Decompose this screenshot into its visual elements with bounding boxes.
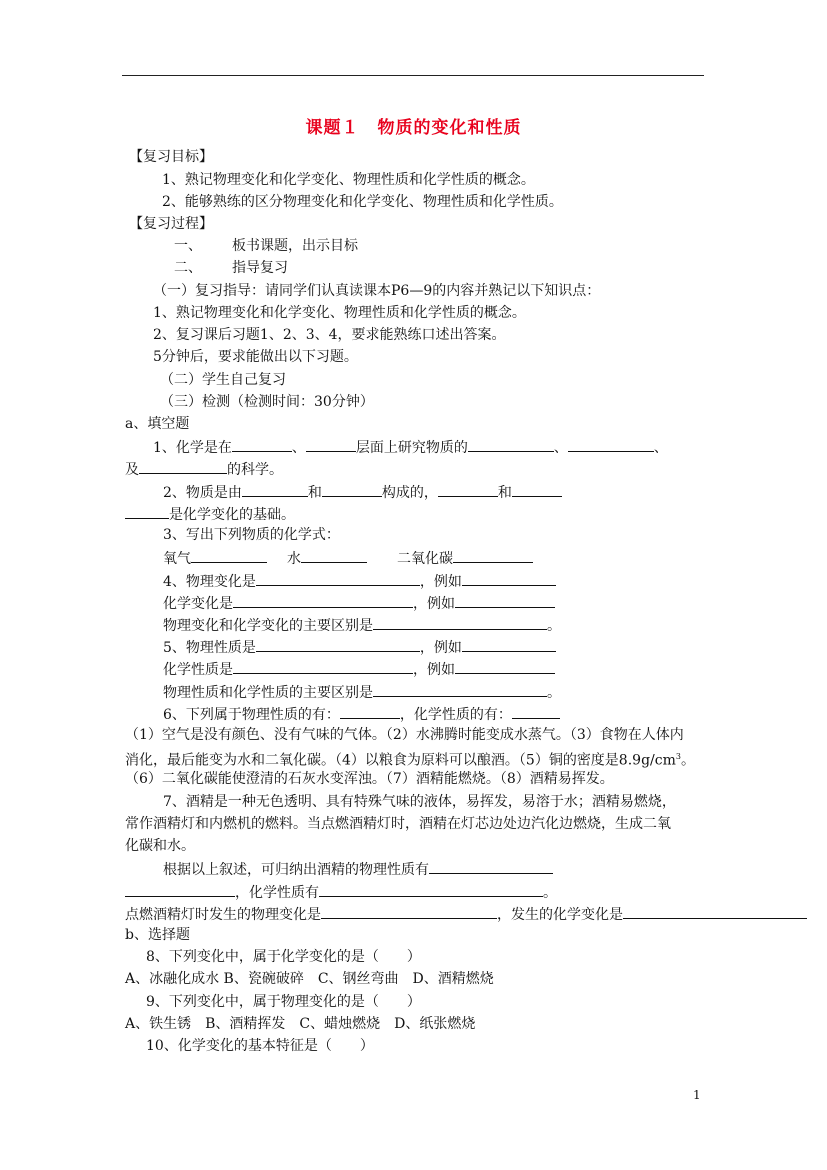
q4-text-d: ，例如	[413, 596, 455, 612]
q7-text-6a: 点燃酒精灯时发生的物理变化是	[125, 907, 321, 923]
q6-text-b: ，化学性质的有：	[399, 707, 512, 723]
blank[interactable]	[306, 436, 356, 452]
q5-text-e: 物理性质和化学性质的主要区别是	[163, 685, 373, 701]
question-1-line-2	[125, 458, 283, 480]
q7-text-5b: 。	[543, 885, 557, 901]
question-7-line-5	[125, 881, 557, 903]
test-line: （三）检测（检测时间：30分钟）	[160, 394, 374, 410]
question-4-line-3	[163, 614, 561, 636]
blank[interactable]	[233, 592, 413, 608]
question-6	[163, 703, 560, 725]
step-2	[174, 258, 288, 278]
blank[interactable]	[373, 681, 547, 697]
blank[interactable]	[256, 636, 420, 652]
q4-text-e: 物理变化和化学变化的主要区别是	[163, 618, 373, 634]
question-2-line-2	[125, 503, 295, 525]
blank[interactable]	[321, 903, 497, 919]
q7-text-4: 根据以上叙述，可归纳出酒精的物理性质有	[163, 862, 429, 878]
step-1	[174, 236, 358, 256]
blank[interactable]	[462, 570, 556, 586]
blank[interactable]	[139, 458, 227, 474]
q5-text-b: ，例如	[419, 640, 462, 656]
blank[interactable]	[455, 592, 555, 608]
blank[interactable]	[322, 481, 382, 497]
question-4-line-1	[163, 570, 556, 592]
q6-superscript: 3	[675, 752, 681, 761]
q1-text-f: 及	[125, 462, 139, 478]
q5-text-c: 化学性质是	[163, 662, 233, 678]
q2-text-c: 构成的，	[381, 485, 438, 501]
blank[interactable]	[623, 903, 807, 919]
question-5-line-2	[163, 658, 555, 680]
q1-text-b: 、	[291, 440, 306, 456]
q1-text-e: 、	[653, 440, 668, 456]
target-heading: 【复习目标】	[129, 149, 213, 165]
question-6-text-2	[125, 747, 695, 771]
q3-co2: 二氧化碳	[397, 551, 453, 567]
blank[interactable]	[512, 481, 562, 497]
q5-text-d: ，例如	[413, 662, 455, 678]
question-9-options: A、铁生锈 B、酒精挥发 C、蜡烛燃烧 D、纸张燃烧	[125, 1016, 476, 1032]
blank[interactable]	[438, 481, 498, 497]
page-number: 1	[693, 1088, 701, 1102]
guide-item-2: 2、复习课后习题1、2、3、4，要求能熟练口述出答案。	[153, 327, 506, 343]
question-9: 9、下列变化中，属于物理变化的是（ ）	[146, 994, 421, 1010]
step-1-text: 板书课题，出示目标	[232, 238, 358, 254]
q5-text-a: 5、物理性质是	[163, 640, 256, 656]
question-1-line-1	[153, 436, 668, 458]
q2-text-e: 是化学变化的基础。	[169, 507, 295, 523]
step-2-text: 指导复习	[232, 260, 288, 276]
question-8: 8、下列变化中，属于化学变化的是（ ）	[146, 949, 421, 965]
guide-item-1: 1、熟记物理变化和化学变化、物理性质和化学性质的概念。	[153, 305, 526, 321]
question-7-line-4	[163, 858, 553, 880]
question-7-line-2: 常作酒精灯和内燃机的燃料。当点燃酒精灯时，酒精在灯芯边处边汽化边燃烧，生成二氧	[125, 816, 671, 832]
question-8-options: A、冰融化成水 B、瓷碗破碎 C、钢丝弯曲 D、酒精燃烧	[125, 971, 494, 987]
step-1-num: 一、	[174, 238, 202, 254]
blank[interactable]	[453, 547, 533, 563]
q7-text-5a: ，化学性质有	[235, 885, 319, 901]
q3-water: 水	[287, 551, 301, 567]
target-item-1: 1、熟记物理变化和化学变化、物理性质和化学性质的概念。	[162, 172, 535, 188]
question-7-line-3: 化碳和水。	[125, 838, 195, 854]
q1-text-g: 的科学。	[227, 462, 283, 478]
blank[interactable]	[125, 881, 235, 897]
q5-text-f: 。	[547, 685, 561, 701]
question-4-line-2	[163, 592, 555, 614]
header-rule	[122, 75, 704, 76]
blank[interactable]	[373, 614, 547, 630]
q4-text-f: 。	[547, 618, 561, 634]
q2-text-a: 2、物质是由	[163, 485, 242, 501]
blank[interactable]	[340, 703, 400, 719]
target-item-2: 2、能够熟练的区分物理变化和化学变化、物理性质和化学性质。	[162, 194, 563, 210]
blank[interactable]	[468, 436, 554, 452]
question-7-line-1: 7、酒精是一种无色透明、具有特殊气味的液体，易挥发，易溶于水；酒精易燃烧，	[163, 794, 676, 810]
blank[interactable]	[256, 570, 420, 586]
q4-text-a: 4、物理变化是	[163, 574, 256, 590]
q6-text-2c: 。	[680, 752, 695, 769]
blank[interactable]	[319, 881, 543, 897]
blank[interactable]	[301, 547, 367, 563]
q2-text-b: 和	[307, 485, 322, 501]
question-3: 3、写出下列物质的化学式：	[163, 527, 340, 543]
q4-text-c: 化学变化是	[163, 596, 233, 612]
blank[interactable]	[232, 436, 292, 452]
question-5-line-1	[163, 636, 556, 658]
blank[interactable]	[233, 658, 413, 674]
blank[interactable]	[455, 658, 555, 674]
page-title: 课题１ 物质的变化和性质	[305, 118, 522, 138]
q6-text-2a: 消化，最后能变为水和二氧化碳。（4）以粮食为原料可以酿酒。（5）铜的密度是8.9g/cm	[125, 752, 676, 769]
guide-item-3: 5分钟后，要求能做出以下习题。	[153, 349, 358, 365]
blank[interactable]	[462, 636, 556, 652]
blank[interactable]	[429, 858, 553, 874]
question-10: 10、化学变化的基本特征是（ ）	[146, 1038, 374, 1054]
question-6-text-1: （1）空气是没有颜色、没有气味的气体。（2）水沸腾时能变成水蒸气。（3）食物在人体内	[125, 727, 684, 743]
fill-heading: a、填空题	[125, 416, 190, 432]
q2-text-d: 和	[497, 485, 512, 501]
q7-text-6b: ，发生的化学变化是	[497, 907, 623, 923]
blank[interactable]	[242, 481, 308, 497]
process-heading: 【复习过程】	[129, 216, 213, 232]
blank[interactable]	[191, 547, 267, 563]
blank[interactable]	[125, 503, 169, 519]
choice-heading: b、选择题	[125, 927, 190, 943]
step-2-num: 二、	[174, 260, 202, 276]
q4-text-b: ，例如	[419, 574, 462, 590]
self-review: （二）学生自己复习	[160, 372, 286, 388]
q3-oxygen: 氧气	[163, 551, 191, 567]
question-6-text-3: （6）二氧化碳能使澄清的石灰水变浑浊。（7）酒精能燃烧。（8）酒精易挥发。	[125, 771, 614, 787]
question-2-line-1	[163, 481, 562, 503]
q6-text-a: 6、下列属于物理性质的有：	[163, 707, 340, 723]
guide-line: （一）复习指导：请同学们认真读课本P6—9的内容并熟记以下知识点：	[153, 283, 601, 299]
q1-text-c: 层面上研究物质的	[355, 440, 468, 456]
question-5-line-3	[163, 681, 561, 703]
blank[interactable]	[512, 703, 560, 719]
question-7-line-6	[125, 903, 807, 925]
q1-text-d: 、	[553, 440, 568, 456]
blank[interactable]	[568, 436, 654, 452]
question-3-items	[163, 547, 533, 569]
q1-text-a: 1、化学是在	[153, 440, 232, 456]
